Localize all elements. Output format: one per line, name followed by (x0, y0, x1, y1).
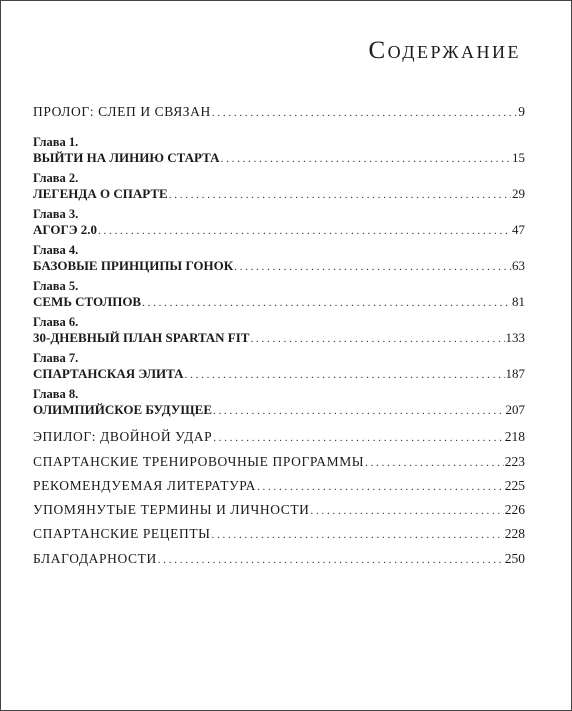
chapter-number: Глава 4. (33, 243, 79, 258)
toc-entry-label: РЕКОМЕНДУЕМАЯ ЛИТЕРАТУРА (33, 477, 256, 493)
leader-dots (169, 185, 511, 203)
toc-chapter-2[interactable] (33, 171, 525, 207)
toc-entry-page: 250 (504, 550, 525, 566)
chapter-number: Глава 1. (33, 135, 79, 150)
toc-entry-epilog[interactable] (33, 428, 525, 452)
chapter-title: ЛЕГЕНДА О СПАРТЕ (33, 186, 168, 202)
toc-entry-recipes[interactable] (33, 525, 525, 549)
chapter-page: 81 (512, 294, 525, 310)
toc-chapter-5[interactable] (33, 279, 525, 315)
chapter-page: 133 (505, 330, 525, 346)
chapter-number: Глава 3. (33, 207, 79, 222)
chapter-page: 63 (512, 258, 525, 274)
page-title: Содержание (368, 37, 521, 64)
leader-dots (365, 453, 504, 471)
chapter-title: ВЫЙТИ НА ЛИНИЮ СТАРТА (33, 150, 220, 166)
toc-entry-label: СПАРТАНСКИЕ РЕЦЕПТЫ (33, 526, 211, 542)
toc-entry-label: БЛАГОДАРНОСТИ (33, 550, 157, 566)
chapter-number: Глава 6. (33, 315, 79, 330)
toc-entry-training-programs[interactable] (33, 453, 525, 477)
toc-entry-prolog[interactable] (33, 103, 525, 127)
toc-entry-page: 218 (504, 429, 525, 445)
chapter-number: Глава 2. (33, 171, 79, 186)
toc-entry-page: 225 (504, 477, 525, 493)
toc-entry-terms-and-people[interactable] (33, 501, 525, 525)
leader-dots (212, 525, 504, 543)
toc-chapter-8[interactable] (33, 387, 525, 423)
leader-dots (257, 477, 504, 495)
chapter-title: СЕМЬ СТОЛПОВ (33, 294, 142, 310)
toc-entry-page: 226 (504, 502, 525, 518)
toc-chapter-3[interactable] (33, 207, 525, 243)
chapter-title: ОЛИМПИЙСКОЕ БУДУЩЕЕ (33, 402, 213, 418)
toc-entry-label: ПРОЛОГ: СЛЕП И СВЯЗАН (33, 104, 211, 119)
chapter-page: 15 (512, 150, 525, 166)
chapter-title: АГОГЭ 2.0 (33, 222, 98, 238)
table-of-contents (33, 103, 525, 574)
toc-entry-label: СПАРТАНСКИЕ ТРЕНИРОВОЧНЫЕ ПРОГРАММЫ (33, 453, 365, 469)
leader-dots (213, 401, 504, 419)
chapter-number: Глава 5. (33, 279, 79, 294)
leader-dots (142, 293, 511, 311)
leader-dots (234, 257, 511, 275)
chapter-page: 187 (505, 366, 525, 382)
toc-entry-page: 9 (518, 104, 525, 119)
chapter-number: Глава 7. (33, 351, 79, 366)
toc-entry-page: 223 (504, 453, 525, 469)
chapter-page: 29 (512, 186, 525, 202)
toc-entry-acknowledgements[interactable] (33, 550, 525, 574)
chapter-title: БАЗОВЫЕ ПРИНЦИПЫ ГОНОК (33, 258, 234, 274)
chapter-page: 47 (512, 222, 525, 238)
chapter-page: 207 (505, 402, 525, 418)
toc-entry-label: УПОМЯНУТЫЕ ТЕРМИНЫ И ЛИЧНОСТИ (33, 502, 310, 518)
leader-dots (158, 550, 504, 568)
leader-dots (221, 149, 511, 167)
toc-chapter-6[interactable] (33, 315, 525, 351)
leader-dots (98, 221, 511, 239)
toc-entry-reading-list[interactable] (33, 477, 525, 501)
toc-entry-label: ЭПИЛОГ: ДВОЙНОЙ УДАР (33, 429, 213, 445)
toc-chapter-7[interactable] (33, 351, 525, 387)
toc-entry-page: 228 (504, 526, 525, 542)
chapter-title: 30-ДНЕВНЫЙ ПЛАН SPARTAN FIT (33, 330, 250, 346)
chapter-number: Глава 8. (33, 387, 79, 402)
leader-dots (311, 501, 504, 519)
chapter-title: СПАРТАНСКАЯ ЭЛИТА (33, 366, 184, 382)
toc-chapter-4[interactable] (33, 243, 525, 279)
leader-dots (185, 365, 505, 383)
toc-chapter-1[interactable] (33, 135, 525, 171)
leader-dots (212, 103, 517, 121)
leader-dots (213, 428, 504, 446)
leader-dots (250, 329, 504, 347)
